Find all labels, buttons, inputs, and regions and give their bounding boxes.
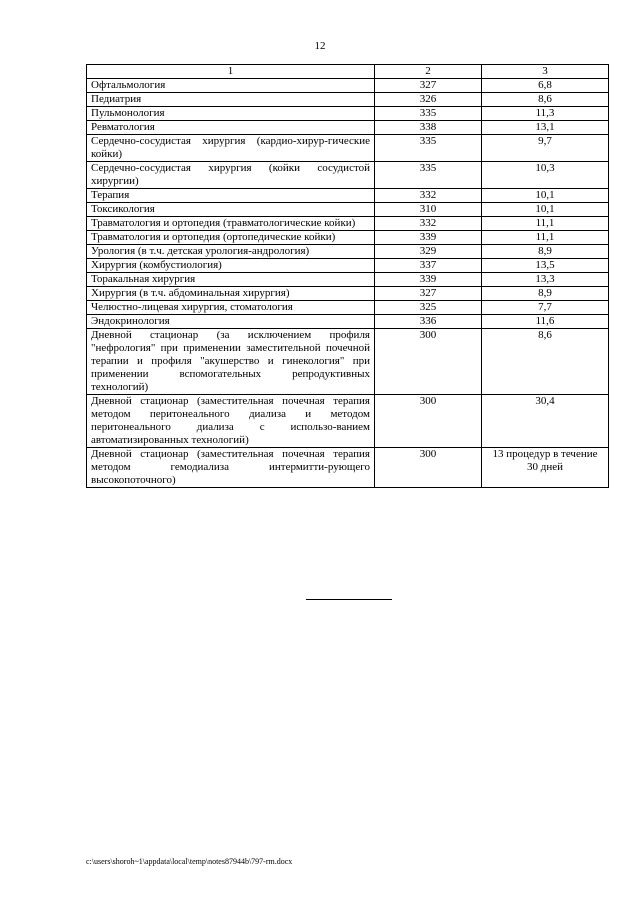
row-value-2-cell: 339 (375, 231, 482, 245)
row-value-2-cell: 327 (375, 79, 482, 93)
row-name-cell: Педиатрия (87, 93, 375, 107)
row-name-cell: Токсикология (87, 203, 375, 217)
row-name-cell: Пульмонология (87, 107, 375, 121)
column-header-3: 3 (482, 65, 609, 79)
row-value-2-cell: 332 (375, 217, 482, 231)
row-name-cell: Эндокринология (87, 315, 375, 329)
row-name-cell: Дневной стационар (за исключением профиля "нефрология" при применении заместительной почечной терапии и профиля "акушерство и гинекология" при применении вспомогательных репродуктивных технологий) (87, 329, 375, 395)
row-name-cell: Терапия (87, 189, 375, 203)
table-row (87, 107, 609, 121)
row-name-cell: Офтальмология (87, 79, 375, 93)
row-name-cell: Челюстно-лицевая хирургия, стоматология (87, 301, 375, 315)
table-row (87, 162, 609, 189)
table-row (87, 203, 609, 217)
row-value-3-cell: 13,3 (482, 273, 609, 287)
separator-line (306, 599, 392, 600)
table-body (87, 79, 609, 488)
row-name-cell: Дневной стационар (заместительная почечная терапия методом перитонеального диализа и методом перитонеального диализа с использо-ванием автоматизированных технологий) (87, 395, 375, 448)
row-value-2-cell: 339 (375, 273, 482, 287)
row-value-2-cell: 325 (375, 301, 482, 315)
page-number: 12 (314, 40, 326, 52)
table-row (87, 79, 609, 93)
table-row (87, 301, 609, 315)
row-value-3-cell: 10,3 (482, 162, 609, 189)
row-value-2-cell: 332 (375, 189, 482, 203)
row-name-cell: Сердечно-сосудистая хирургия (кардио-хирур-гические койки) (87, 135, 375, 162)
row-value-2-cell: 335 (375, 135, 482, 162)
table-row (87, 329, 609, 395)
row-value-2-cell: 326 (375, 93, 482, 107)
row-value-3-cell: 13,5 (482, 259, 609, 273)
row-value-2-cell: 338 (375, 121, 482, 135)
row-name-cell: Торакальная хирургия (87, 273, 375, 287)
row-value-3-cell: 13,1 (482, 121, 609, 135)
row-name-cell: Хирургия (комбустиология) (87, 259, 375, 273)
row-value-3-cell: 11,6 (482, 315, 609, 329)
table-row (87, 189, 609, 203)
row-value-3-cell: 7,7 (482, 301, 609, 315)
row-value-2-cell: 335 (375, 162, 482, 189)
row-value-3-cell: 10,1 (482, 189, 609, 203)
row-value-2-cell: 337 (375, 259, 482, 273)
row-value-3-cell: 30,4 (482, 395, 609, 448)
row-name-cell: Травматология и ортопедия (травматологические койки) (87, 217, 375, 231)
row-value-2-cell: 327 (375, 287, 482, 301)
row-name-cell: Травматология и ортопедия (ортопедические койки) (87, 231, 375, 245)
data-table (86, 64, 609, 488)
row-value-3-cell: 9,7 (482, 135, 609, 162)
row-value-2-cell: 300 (375, 448, 482, 488)
table-row (87, 245, 609, 259)
table-row (87, 273, 609, 287)
row-name-cell: Сердечно-сосудистая хирургия (койки сосудистой хирургии) (87, 162, 375, 189)
row-value-3-cell: 10,1 (482, 203, 609, 217)
table-header-row (87, 65, 609, 79)
table-row (87, 315, 609, 329)
table-row (87, 259, 609, 273)
row-value-3-cell: 11,1 (482, 217, 609, 231)
row-value-2-cell: 335 (375, 107, 482, 121)
row-value-3-cell: 13 процедур в течение 30 дней (482, 448, 609, 488)
row-value-2-cell: 310 (375, 203, 482, 217)
row-value-3-cell: 11,1 (482, 231, 609, 245)
table-row (87, 135, 609, 162)
row-value-3-cell: 8,6 (482, 93, 609, 107)
row-value-3-cell: 8,9 (482, 287, 609, 301)
row-name-cell: Ревматология (87, 121, 375, 135)
table-row (87, 231, 609, 245)
row-name-cell: Урология (в т.ч. детская урология-андрология) (87, 245, 375, 259)
table-row (87, 395, 609, 448)
table-row (87, 287, 609, 301)
table-row (87, 121, 609, 135)
column-header-2: 2 (375, 65, 482, 79)
table-row (87, 217, 609, 231)
row-value-2-cell: 300 (375, 329, 482, 395)
row-value-3-cell: 6,8 (482, 79, 609, 93)
row-value-3-cell: 8,9 (482, 245, 609, 259)
footer-file-path: c:\users\shoroh~1\appdata\local\temp\notes87944b\797-rm.docx (86, 857, 293, 866)
row-name-cell: Хирургия (в т.ч. абдоминальная хирургия) (87, 287, 375, 301)
row-name-cell: Дневной стационар (заместительная почечная терапия методом гемодиализа интермитти-рующего высокопоточного) (87, 448, 375, 488)
row-value-3-cell: 11,3 (482, 107, 609, 121)
row-value-3-cell: 8,6 (482, 329, 609, 395)
table-row (87, 93, 609, 107)
row-value-2-cell: 329 (375, 245, 482, 259)
table-row (87, 448, 609, 488)
row-value-2-cell: 300 (375, 395, 482, 448)
row-value-2-cell: 336 (375, 315, 482, 329)
column-header-1: 1 (87, 65, 375, 79)
